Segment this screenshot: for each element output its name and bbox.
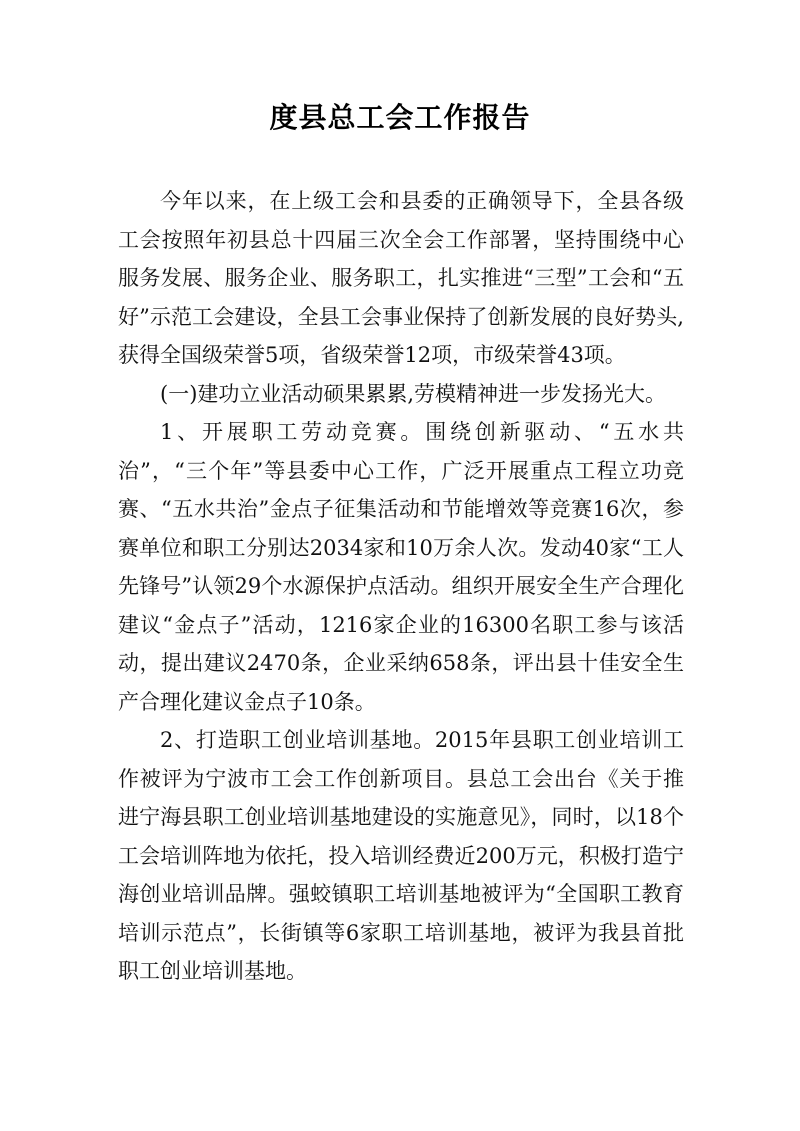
paragraph-intro: 今年以来，在上级工会和县委的正确领导下，全县各级工会按照年初县总十四届三次全会工作部署，坚持围绕中心服务发展、服务企业、服务职工，扎实推进“三型”工会和“五好”示范工会建设，全县工会事业保持了创新发展的良好势头,获得全国级荣誉5项，省级荣誉12项，市级荣誉43项。 [118,189,684,367]
document-body [118,182,684,991]
section-heading-1: (一)建功立业活动硕果累累,劳模精神进一步发扬光大。 [160,381,667,406]
document-title: 度县总工会工作报告 [269,101,531,134]
paragraph-training-base: 2、打造职工创业培训基地。2015年县职工创业培训工作被评为宁波市工会工作创新项目。县总工会出台《关于推进宁海县职工创业培训基地建设的实施意见》，同时，以18个工会培训阵地为依托，投入培训经费近200万元，积极打造宁海创业培训品牌。强蛟镇职工培训基地被评为“全国职工教育培训示范点”，长街镇等6家职工培训基地，被评为我县首批职工创业培训基地。 [118,728,684,983]
paragraph-labor-competition: 1、开展职工劳动竞赛。围绕创新驱动、“五水共治”，“三个年”等县委中心工作，广泛开展重点工程立功竞赛、“五水共治”金点子征集活动和节能增效等竞赛16次，参赛单位和职工分别达2034家和10万余人次。发动40家“工人先锋号”认领29个水源保护点活动。组织开展安全生产合理化建议“金点子”活动，1216家企业的16300名职工参与该活动，提出建议2470条，企业采纳658条，评出县十佳安全生产合理化建议金点子10条。 [118,420,684,714]
